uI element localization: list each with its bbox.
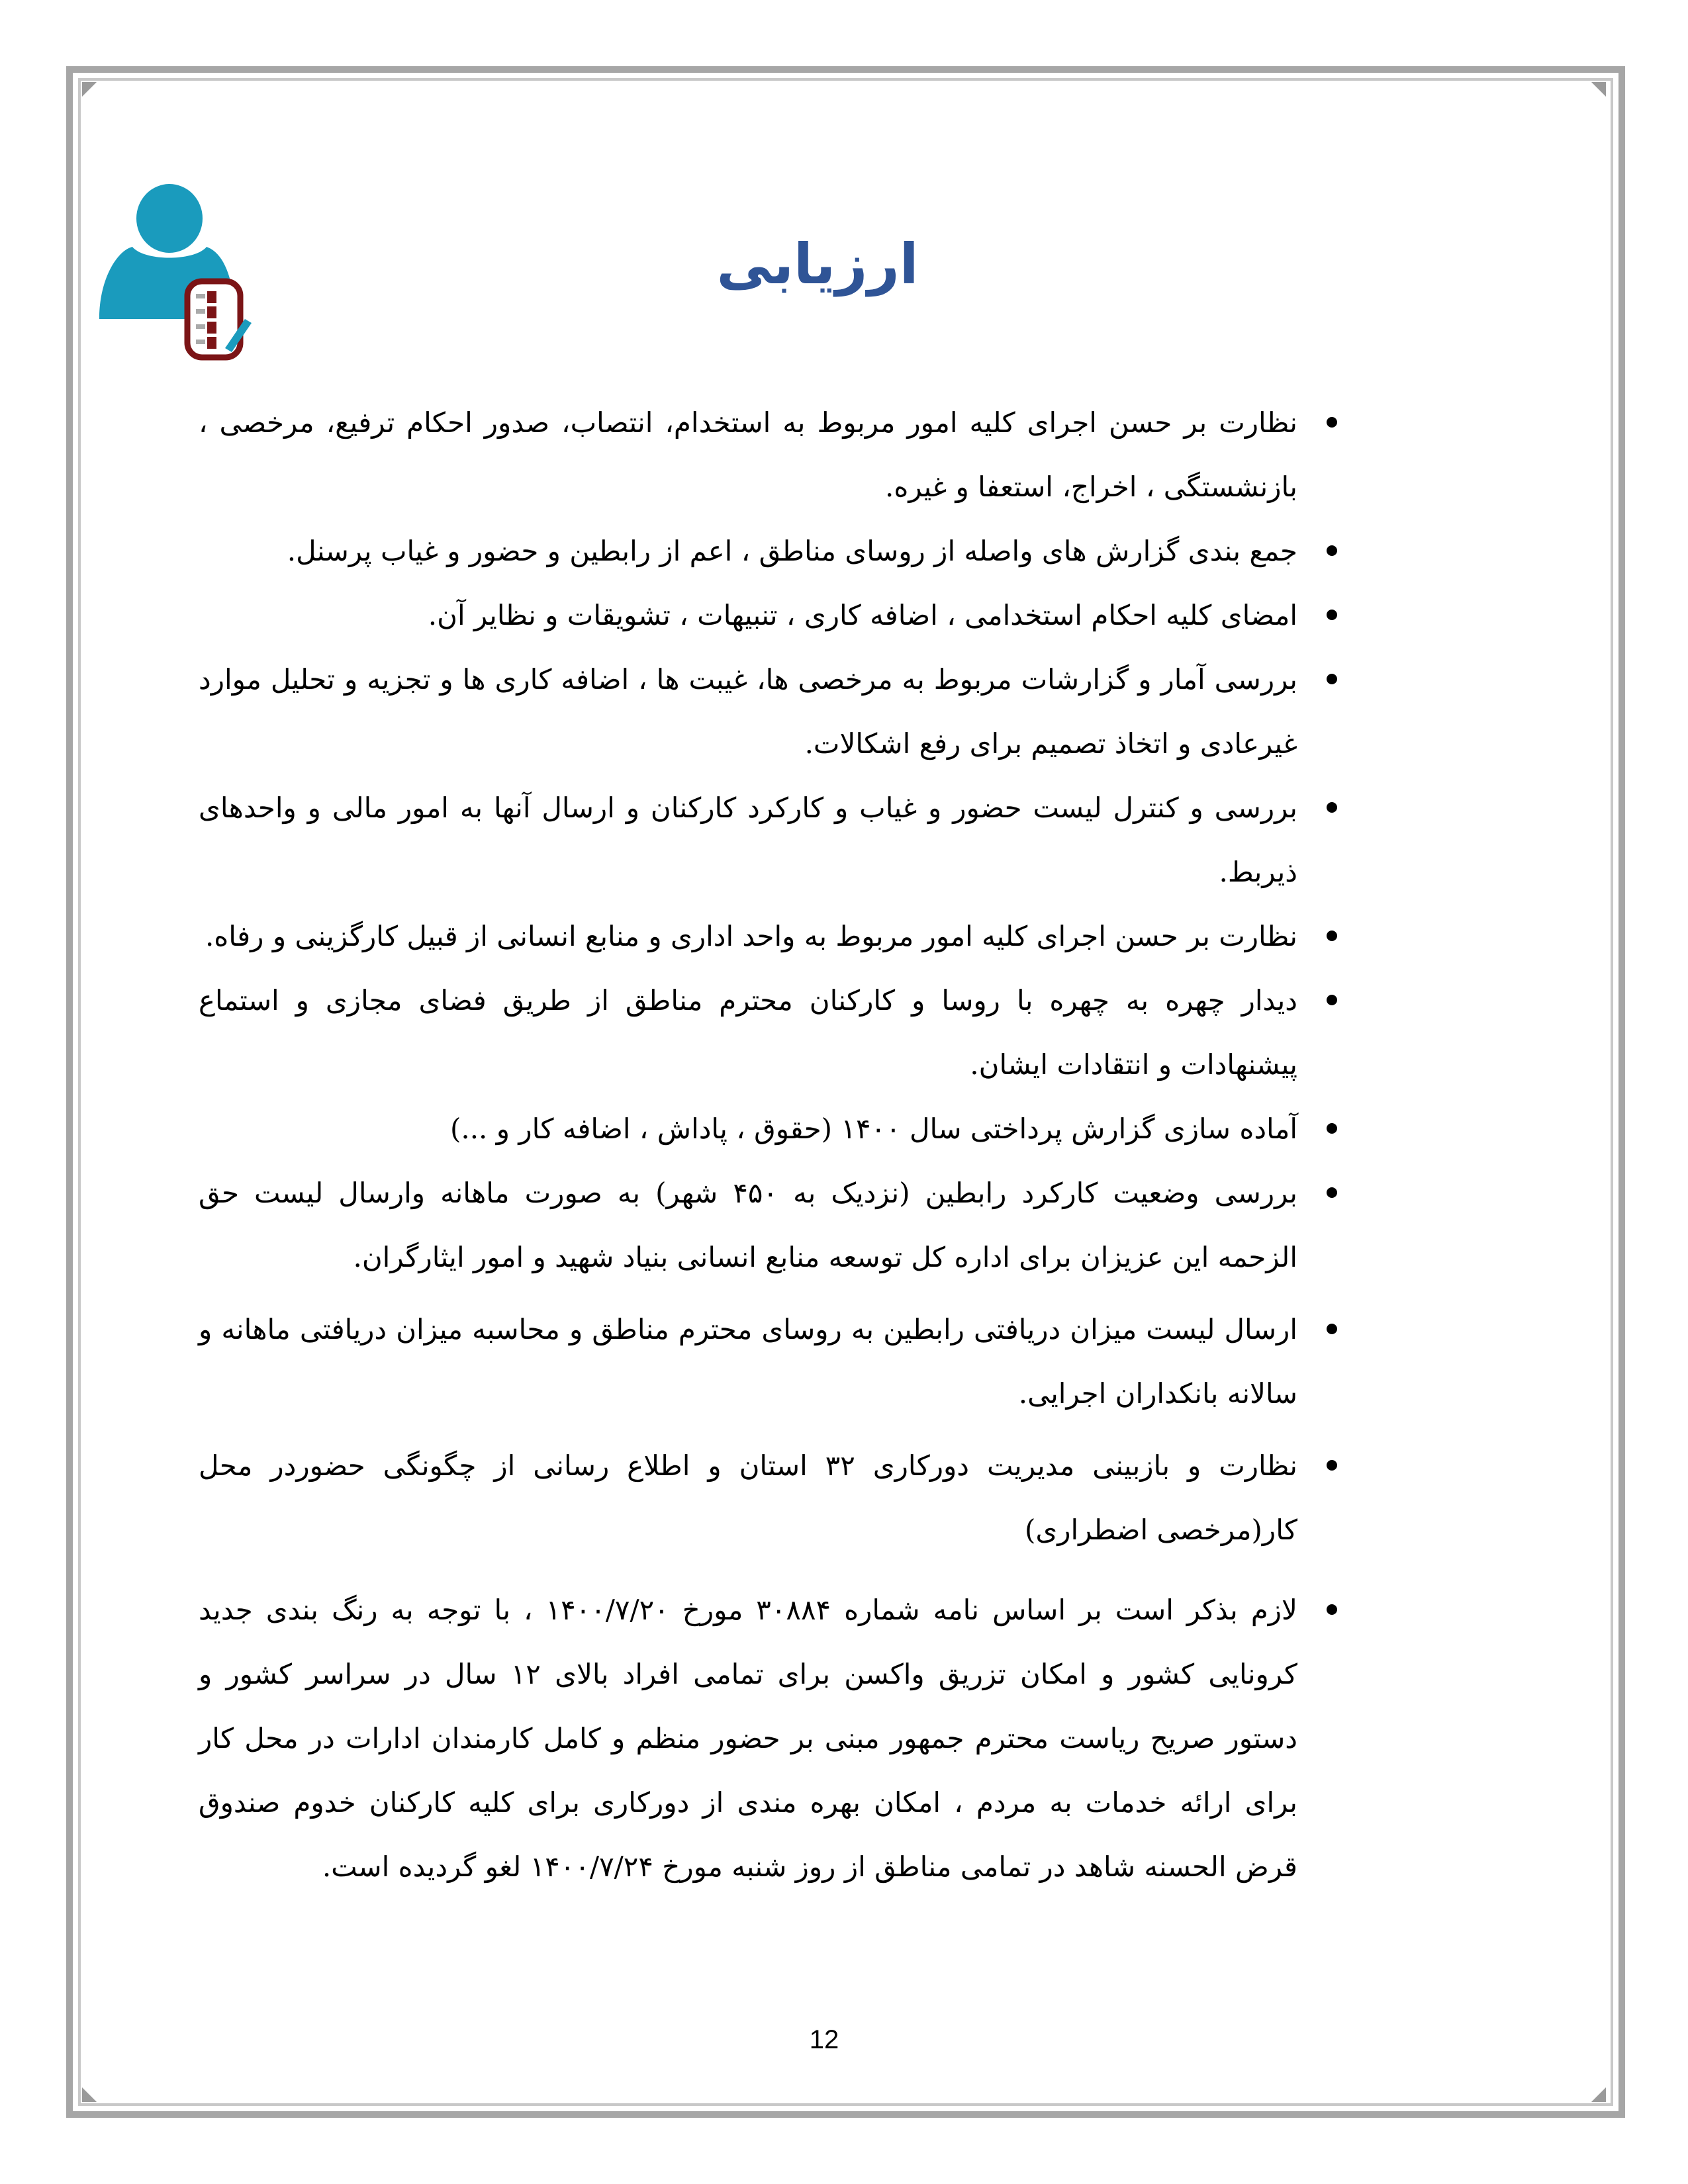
corner-ornament	[82, 82, 97, 97]
list-item: آماده سازی گزارش پرداختی سال ۱۴۰۰ (حقوق ، پاداش ، اضافه کار و ...)	[199, 1097, 1297, 1161]
list-item: لازم بذکر است بر اساس نامه شماره ۳۰۸۸۴ مورخ ۱۴۰۰/۷/۲۰ ، با توجه به رنگ بندی جدید کرونایی کشور و امکان تزریق واکسن برای تمامی افراد بالای ۱۲ سال در سراسر کشور و دستور صریح ریاست محترم جمهور مبنی بر حضور منظم و کامل کارمندان ادارات در محل کار برای ارائه خدمات به مردم ، امکان بهره مندی از دورکاری برای کلیه کارکنان خدوم صندوق قرض الحسنه شاهد در تمامی مناطق از روز شنبه مورخ ۱۴۰۰/۷/۲۴ لغو گردیده است.	[199, 1578, 1297, 1899]
list-item: بررسی و کنترل لیست حضور و غیاب و کارکرد کارکنان و ارسال آنها به امور مالی و واحدهای ذیربط.	[199, 776, 1297, 904]
list-item: ارسال لیست میزان دریافتی رابطین به روسای محترم مناطق و محاسبه میزان دریافتی ماهانه و سالانه بانکداران اجرایی.	[199, 1297, 1297, 1426]
document-body	[199, 390, 1297, 1899]
corner-ornament	[82, 2087, 97, 2102]
list-item: بررسی وضعیت کارکرد رابطین (نزدیک به ۴۵۰ شهر) به صورت ماهانه وارسال لیست حق الزحمه این عزیزان برای اداره کل توسعه منابع انسانی بنیاد شهید و امور ایثارگران.	[199, 1161, 1297, 1289]
corner-ornament	[1591, 2087, 1606, 2102]
list-item: جمع بندی گزارش های واصله از روسای مناطق ، اعم از رابطین و حضور و غیاب پرسنل.	[199, 519, 1297, 583]
list-item: نظارت بر حسن اجرای کلیه امور مربوط به استخدام، انتصاب، صدور احکام ترفیع، مرخصی ، بازنشستگی ، اخراج، استعفا و غیره.	[199, 390, 1297, 519]
list-item: بررسی آمار و گزارشات مربوط به مرخصی ها، غیبت ها ، اضافه کاری ها و تجزیه و تحلیل موارد غیرعادی و اتخاذ تصمیم برای رفع اشکالات.	[199, 647, 1297, 776]
page-number: 12	[809, 2025, 839, 2054]
list-item: نظارت بر حسن اجرای کلیه امور مربوط به واحد اداری و منابع انسانی از قبیل کارگزینی و رفاه.	[199, 904, 1297, 968]
list-item: دیدار چهره به چهره با روسا و کارکنان محترم مناطق از طریق فضای مجازی و استماع پیشنهادات و انتقادات ایشان.	[199, 968, 1297, 1097]
corner-ornament	[1591, 82, 1606, 97]
list-item: نظارت و بازبینی مدیریت دورکاری ۳۲ استان و اطلاع رسانی از چگونگی حضوردر محل کار(مرخصی اضطراری)	[199, 1433, 1297, 1562]
page-title: ارزیابی	[716, 232, 919, 296]
list-item: امضای کلیه احکام استخدامی ، اضافه کاری ، تنبیهات ، تشویقات و نظایر آن.	[199, 583, 1297, 647]
user-evaluation-icon	[98, 179, 270, 364]
bullet-list	[199, 390, 1297, 1899]
